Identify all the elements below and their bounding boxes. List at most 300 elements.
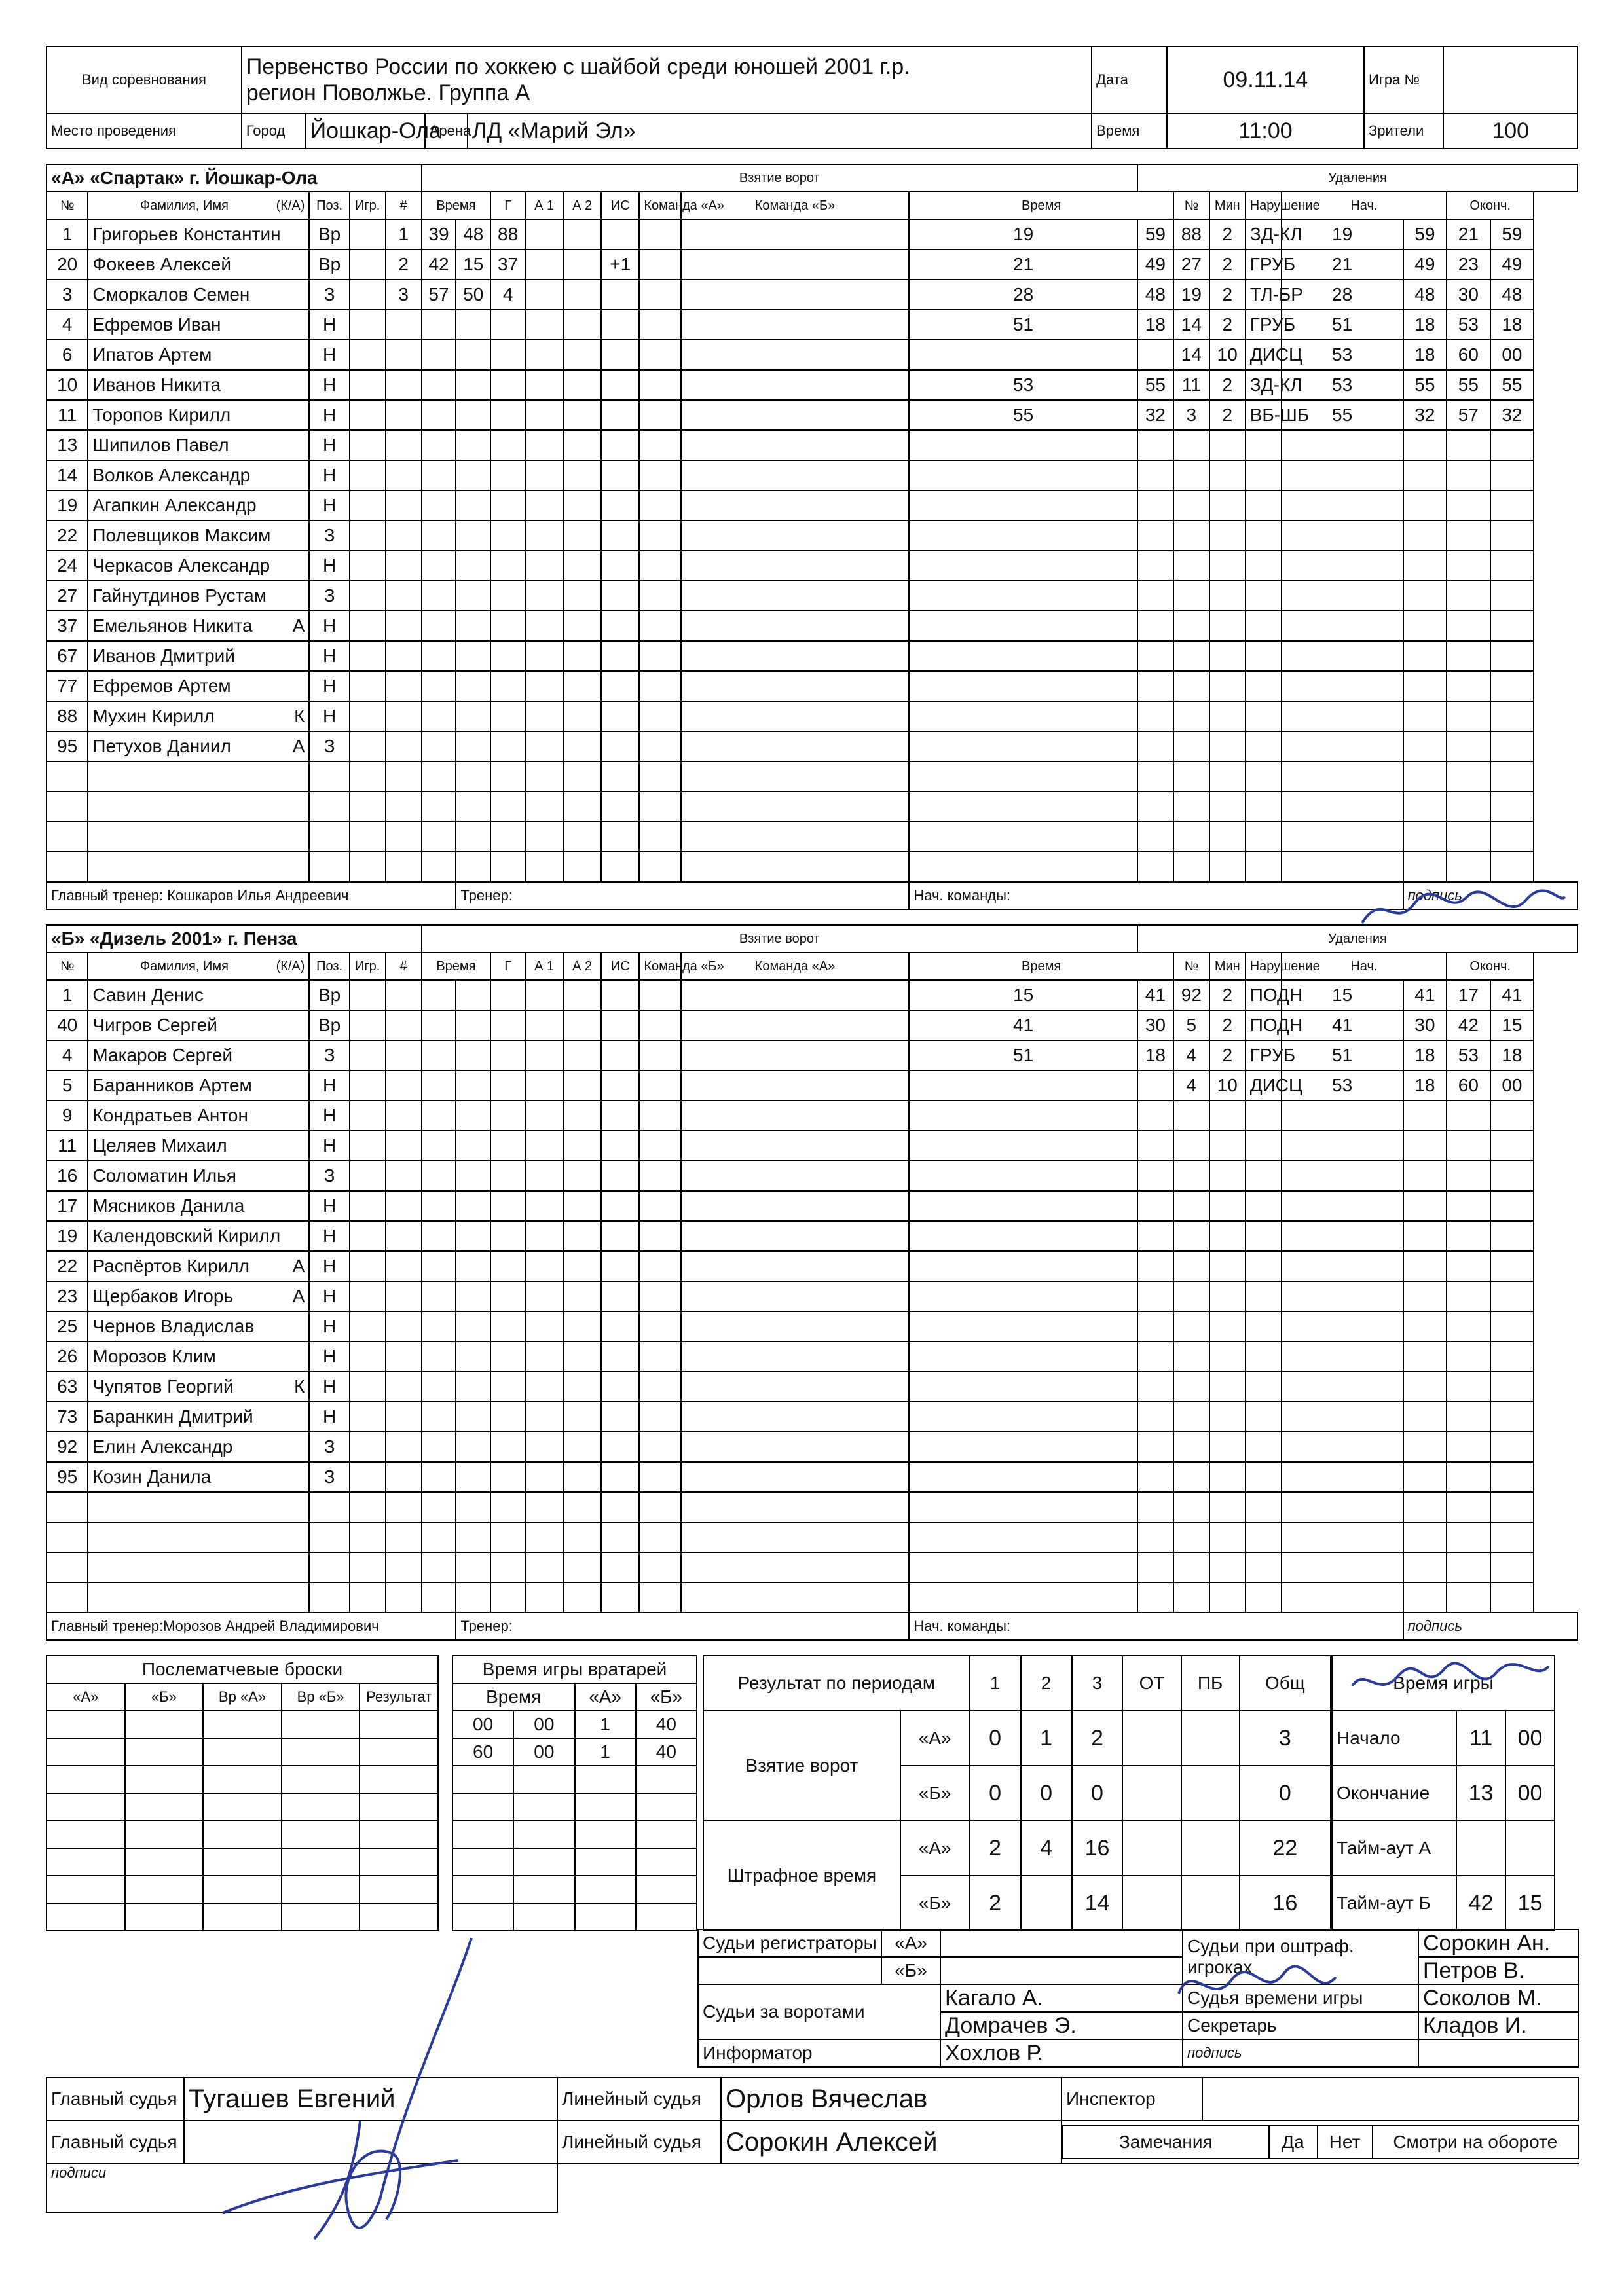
goal-number (386, 520, 422, 551)
gk-ss: 00 (513, 1711, 574, 1738)
goal-scorer (490, 792, 525, 822)
team-b-nach: Нач. команды: (909, 1613, 1403, 1640)
gk-col-a: «А» (575, 1683, 636, 1711)
player-number: 11 (46, 1131, 88, 1161)
goal-scorer (490, 551, 525, 581)
goal-a2 (563, 249, 601, 280)
pen-violation (1246, 490, 1282, 520)
player-name (88, 1432, 309, 1462)
table-row (46, 1040, 1578, 1070)
goal-a2 (563, 1372, 601, 1402)
shootout-cell (203, 1793, 282, 1821)
team-col-1 (639, 430, 680, 460)
pen-player (1173, 852, 1209, 882)
pen-min (1209, 490, 1246, 520)
player-number (46, 761, 88, 792)
period-results-table (703, 1655, 1331, 1931)
goal-ss (456, 1311, 490, 1341)
goal-a2 (563, 1402, 601, 1432)
pen-min (1209, 1191, 1246, 1221)
pen-mm (909, 1221, 1137, 1251)
player-number: 20 (46, 249, 88, 280)
player-number: 27 (46, 581, 88, 611)
gk-a: 1 (575, 1711, 636, 1738)
goal-a1 (525, 1311, 563, 1341)
team-col-1 (639, 460, 680, 490)
team-a-nach: Нач. команды: (909, 882, 1403, 909)
goal-is (601, 1251, 639, 1281)
goal-number (386, 460, 422, 490)
goal-ss (456, 792, 490, 822)
pen-player (1173, 520, 1209, 551)
pen-mm (909, 1582, 1137, 1613)
pen-violation (1246, 671, 1282, 701)
player-name (88, 1281, 309, 1311)
goal-number (386, 1070, 422, 1101)
player-name (88, 1101, 309, 1131)
pen-violation: ТЛ-БР (1246, 280, 1282, 310)
player-pos (309, 792, 349, 822)
goal-mm (422, 1522, 456, 1552)
pen-violation (1246, 1221, 1282, 1251)
pen-end-ss: 59 (1490, 219, 1534, 249)
pen-end-mm (1447, 460, 1490, 490)
player-number: 9 (46, 1101, 88, 1131)
player-name-text: Козин Данила (92, 1467, 212, 1487)
goal-is (601, 761, 639, 792)
col-is: ИС (601, 192, 639, 219)
pen-end-ss: 32 (1490, 400, 1534, 430)
col-team-a: Команда «А» (639, 192, 680, 219)
player-igr (350, 1402, 386, 1432)
res-value: 1 (1021, 1711, 1072, 1766)
res-value: 0 (970, 1766, 1021, 1821)
pen-start-ss (1403, 1372, 1447, 1402)
tob-label: Тайм-аут Б (1332, 1876, 1456, 1931)
team-col-2 (681, 340, 910, 370)
pen-player (1173, 490, 1209, 520)
player-igr (350, 581, 386, 611)
goal-a2 (563, 1281, 601, 1311)
pen-end-mm (1447, 1552, 1490, 1582)
player-igr (350, 1101, 386, 1131)
goal-is (601, 520, 639, 551)
table-row (452, 1711, 697, 1738)
table-row (46, 641, 1578, 671)
player-number: 88 (46, 701, 88, 731)
col-team-b: Команда «Б» (639, 953, 680, 980)
pen-end-mm (1447, 430, 1490, 460)
table-row (46, 1131, 1578, 1161)
goal-number (386, 1191, 422, 1221)
pen-violation: ПОДН (1246, 1010, 1282, 1040)
city-label: Город (242, 113, 306, 149)
player-name-text: Иванов Дмитрий (92, 646, 235, 666)
goal-ss (456, 1040, 490, 1070)
pen-ss (1137, 1221, 1173, 1251)
goal-number (386, 430, 422, 460)
goal-mm (422, 1341, 456, 1372)
goal-number (386, 551, 422, 581)
player-name-text: Торопов Кирилл (92, 405, 231, 425)
team-col-1 (639, 822, 680, 852)
table-row (46, 551, 1578, 581)
goal-ss (456, 761, 490, 792)
goal-mm (422, 701, 456, 731)
player-number: 4 (46, 1040, 88, 1070)
spectators-label: Зрители (1364, 113, 1443, 149)
pen-player (1173, 430, 1209, 460)
goal-is (601, 701, 639, 731)
pen-ss (1137, 852, 1173, 882)
inf-name: Хохлов Р. (940, 2039, 1183, 2067)
shootout-cell (282, 1738, 360, 1766)
pen-start-ss: 41 (1403, 980, 1447, 1010)
goal-mm (422, 980, 456, 1010)
pen-ss (1137, 1070, 1173, 1101)
pen-end-mm (1447, 1221, 1490, 1251)
goal-scorer (490, 1402, 525, 1432)
pen-player: 14 (1173, 340, 1209, 370)
player-name (88, 1582, 309, 1613)
pen-end-ss: 48 (1490, 280, 1534, 310)
pen-end-ss: 00 (1490, 1070, 1534, 1101)
gk-a (575, 1903, 636, 1931)
col-name: Фамилия, Имя (К/А) (88, 953, 309, 980)
goal-number (386, 1040, 422, 1070)
player-pos: З (309, 1161, 349, 1191)
player-number: 67 (46, 641, 88, 671)
player-pos (309, 1492, 349, 1522)
pen-end-mm (1447, 1582, 1490, 1613)
player-number: 24 (46, 551, 88, 581)
shootout-cell (282, 1848, 360, 1876)
shootout-cell (46, 1766, 125, 1793)
table-row (46, 280, 1578, 310)
goal-ss (456, 520, 490, 551)
goal-judges-label: Судьи за воротами (698, 1984, 940, 2039)
pen-start-ss (1403, 460, 1447, 490)
table-row (46, 581, 1578, 611)
player-name-text: Григорьев Константин (92, 224, 281, 244)
goal-a1 (525, 1462, 563, 1492)
player-igr (350, 671, 386, 701)
goal-mm (422, 1372, 456, 1402)
goal-scorer (490, 731, 525, 761)
pen-player: 3 (1173, 400, 1209, 430)
pen-ss (1137, 520, 1173, 551)
col-pen-viol: Нарушение (1246, 192, 1282, 219)
player-name (88, 370, 309, 400)
pen-min (1209, 1432, 1246, 1462)
goal-a2 (563, 611, 601, 641)
main-ref-label-1: Главный судья (46, 2077, 184, 2121)
goal-a1 (525, 1432, 563, 1462)
res-value: 3 (1240, 1711, 1331, 1766)
goal-ss (456, 1462, 490, 1492)
table-row (46, 1552, 1578, 1582)
player-pos (309, 1522, 349, 1552)
goal-a1 (525, 792, 563, 822)
pen-player (1173, 1582, 1209, 1613)
start-mm: 11 (1456, 1711, 1505, 1766)
goal-ss (456, 1402, 490, 1432)
player-ka: А (292, 736, 305, 756)
pen-start-ss (1403, 1311, 1447, 1341)
goal-number (386, 310, 422, 340)
goal-ss (456, 701, 490, 731)
pen-start-mm (1282, 1191, 1403, 1221)
goal-is (601, 581, 639, 611)
shootout-title: Послематчевые броски (46, 1656, 438, 1683)
player-number: 14 (46, 460, 88, 490)
pen-end-mm: 53 (1447, 1040, 1490, 1070)
goal-a2 (563, 1191, 601, 1221)
team-col-1 (639, 1402, 680, 1432)
res-value: 2 (970, 1821, 1021, 1876)
player-name-text: Баранкин Дмитрий (92, 1406, 253, 1427)
pen-violation (1246, 1582, 1282, 1613)
goal-ss (456, 1221, 490, 1251)
pen-violation (1246, 1281, 1282, 1311)
table-row (46, 1876, 438, 1903)
pen-end-ss (1490, 1101, 1534, 1131)
period-3: 3 (1072, 1656, 1123, 1711)
player-name (88, 1221, 309, 1251)
goal-a2 (563, 852, 601, 882)
player-name (88, 460, 309, 490)
pen-start-mm (1282, 551, 1403, 581)
team-col-2 (681, 1372, 910, 1402)
player-number: 77 (46, 671, 88, 701)
goal-a2 (563, 822, 601, 852)
pen-end-ss (1490, 1341, 1534, 1372)
team-col-2 (681, 219, 910, 249)
goal-is (601, 1131, 639, 1161)
pen-start-mm (1282, 430, 1403, 460)
pen-ss: 59 (1137, 219, 1173, 249)
competition-title (242, 46, 1092, 113)
goal-a1 (525, 1161, 563, 1191)
team-col-1 (639, 1191, 680, 1221)
player-name (88, 280, 309, 310)
player-igr (350, 1372, 386, 1402)
team-col-2 (681, 1311, 910, 1341)
pen-end-mm (1447, 761, 1490, 792)
remarks-no[interactable]: Нет (1318, 2126, 1373, 2159)
res-team-tag: «А» (900, 1821, 970, 1876)
shootout-col: «А» (46, 1683, 125, 1711)
pen-violation (1246, 1492, 1282, 1522)
gk-ss (513, 1876, 574, 1903)
pen-end-ss: 18 (1490, 1040, 1534, 1070)
table-row (452, 1821, 697, 1848)
pen-end-mm (1447, 1281, 1490, 1311)
goal-mm (422, 1131, 456, 1161)
goal-a1 (525, 249, 563, 280)
team-col-1 (639, 641, 680, 671)
pen-ss (1137, 1552, 1173, 1582)
res-value (1181, 1876, 1240, 1931)
goal-number (386, 611, 422, 641)
pen-end-ss: 41 (1490, 980, 1534, 1010)
player-igr (350, 1040, 386, 1070)
pen-mm (909, 551, 1137, 581)
goal-a1 (525, 400, 563, 430)
team-col-1 (639, 1010, 680, 1040)
table-row (452, 1876, 697, 1903)
goal-number (386, 400, 422, 430)
spectators-value: 100 (1443, 113, 1578, 149)
pen-end-ss (1490, 1402, 1534, 1432)
pen-end-ss (1490, 822, 1534, 852)
pen-start-mm (1282, 1281, 1403, 1311)
pen-start-ss (1403, 520, 1447, 551)
reg-a-name (940, 1929, 1183, 1957)
goal-number (386, 641, 422, 671)
player-igr (350, 1522, 386, 1552)
start-label: Начало (1332, 1711, 1456, 1766)
goal-number (386, 792, 422, 822)
pen-start-ss: 55 (1403, 370, 1447, 400)
goal-number: 3 (386, 280, 422, 310)
pen-mm (909, 1372, 1137, 1402)
reg-a: «А» (881, 1929, 940, 1957)
player-number: 40 (46, 1010, 88, 1040)
goal-a2 (563, 430, 601, 460)
pen-min (1209, 1161, 1246, 1191)
team-col-2 (681, 249, 910, 280)
goal-a2 (563, 761, 601, 792)
table-row (46, 460, 1578, 490)
pen-violation (1246, 792, 1282, 822)
goal-mm (422, 1040, 456, 1070)
pen-mm (909, 852, 1137, 882)
col-name: Фамилия, Имя (К/А) (88, 192, 309, 219)
player-pos: Н (309, 430, 349, 460)
goal-mm (422, 671, 456, 701)
player-name (88, 520, 309, 551)
pen-mm: 55 (909, 400, 1137, 430)
pen-judge-1: Сорокин Ан. (1418, 1929, 1579, 1957)
goal-ss (456, 430, 490, 460)
pen-start-mm: 41 (1282, 1010, 1403, 1040)
pen-mm (909, 1281, 1137, 1311)
team-col-1 (639, 671, 680, 701)
pen-start-mm (1282, 1161, 1403, 1191)
shootout-cell (203, 1903, 282, 1931)
goal-a1 (525, 1522, 563, 1552)
pen-player: 27 (1173, 249, 1209, 280)
pen-mm (909, 761, 1137, 792)
pen-ss (1137, 1341, 1173, 1372)
pen-min (1209, 460, 1246, 490)
player-name-text: Распёртов Кирилл (92, 1256, 249, 1276)
tob-mm: 42 (1456, 1876, 1505, 1931)
gk-a: 1 (575, 1738, 636, 1766)
team-col-2 (681, 581, 910, 611)
goal-ss (456, 641, 490, 671)
pen-violation (1246, 430, 1282, 460)
col-a2: А 2 (563, 192, 601, 219)
goal-ss (456, 852, 490, 882)
pen-ss (1137, 1432, 1173, 1462)
goal-a2 (563, 219, 601, 249)
pen-end-mm (1447, 822, 1490, 852)
pen-min (1209, 1311, 1246, 1341)
table-row (46, 701, 1578, 731)
team-col-1 (639, 1101, 680, 1131)
player-number: 26 (46, 1341, 88, 1372)
line-ref-label-1: Линейный судья (557, 2077, 721, 2121)
pen-player (1173, 1432, 1209, 1462)
pen-player (1173, 1372, 1209, 1402)
col-pos: Поз. (309, 953, 349, 980)
goal-scorer (490, 1161, 525, 1191)
pen-mm (909, 1311, 1137, 1341)
goal-is (601, 1552, 639, 1582)
shootout-cell (282, 1876, 360, 1903)
goal-number: 1 (386, 219, 422, 249)
goal-a1 (525, 520, 563, 551)
goal-mm (422, 1462, 456, 1492)
pen-player (1173, 1492, 1209, 1522)
pen-violation: ГРУБ (1246, 1040, 1282, 1070)
player-pos: Н (309, 1402, 349, 1432)
goal-a1 (525, 671, 563, 701)
pen-start-ss: 18 (1403, 1070, 1447, 1101)
remarks-yes[interactable]: Да (1269, 2126, 1318, 2159)
goal-scorer (490, 460, 525, 490)
pen-start-mm (1282, 1311, 1403, 1341)
player-pos (309, 761, 349, 792)
goal-scorer (490, 581, 525, 611)
inf-label: Информатор (698, 2039, 940, 2067)
goal-scorer (490, 400, 525, 430)
goal-ss (456, 1010, 490, 1040)
goal-is (601, 1311, 639, 1341)
pen-start-mm (1282, 581, 1403, 611)
col-pen-end: Оконч. (1447, 953, 1534, 980)
game-label: Игра № (1364, 46, 1443, 113)
player-pos: Н (309, 490, 349, 520)
goal-scorer (490, 370, 525, 400)
goal-scorer (490, 1040, 525, 1070)
shootout-cell (360, 1738, 438, 1766)
gk-mm (452, 1766, 513, 1793)
goal-is (601, 460, 639, 490)
pen-min: 10 (1209, 1070, 1246, 1101)
goal-number (386, 1161, 422, 1191)
pen-end-ss (1490, 1462, 1534, 1492)
team-col-1 (639, 1582, 680, 1613)
pen-mm (909, 822, 1137, 852)
team-a-trener: Тренер: (456, 882, 909, 909)
pen-start-ss (1403, 490, 1447, 520)
period-total: Общ (1240, 1656, 1331, 1711)
shootout-cell (125, 1711, 204, 1738)
goal-mm (422, 581, 456, 611)
col-pos: Поз. (309, 192, 349, 219)
pen-start-mm (1282, 1402, 1403, 1432)
table-row (46, 1432, 1578, 1462)
goal-mm (422, 1070, 456, 1101)
goal-scorer (490, 1070, 525, 1101)
goal-scorer (490, 1251, 525, 1281)
table-row (46, 1311, 1578, 1341)
gametime-title: Время игры (1332, 1656, 1555, 1711)
pen-mm: 15 (909, 980, 1137, 1010)
